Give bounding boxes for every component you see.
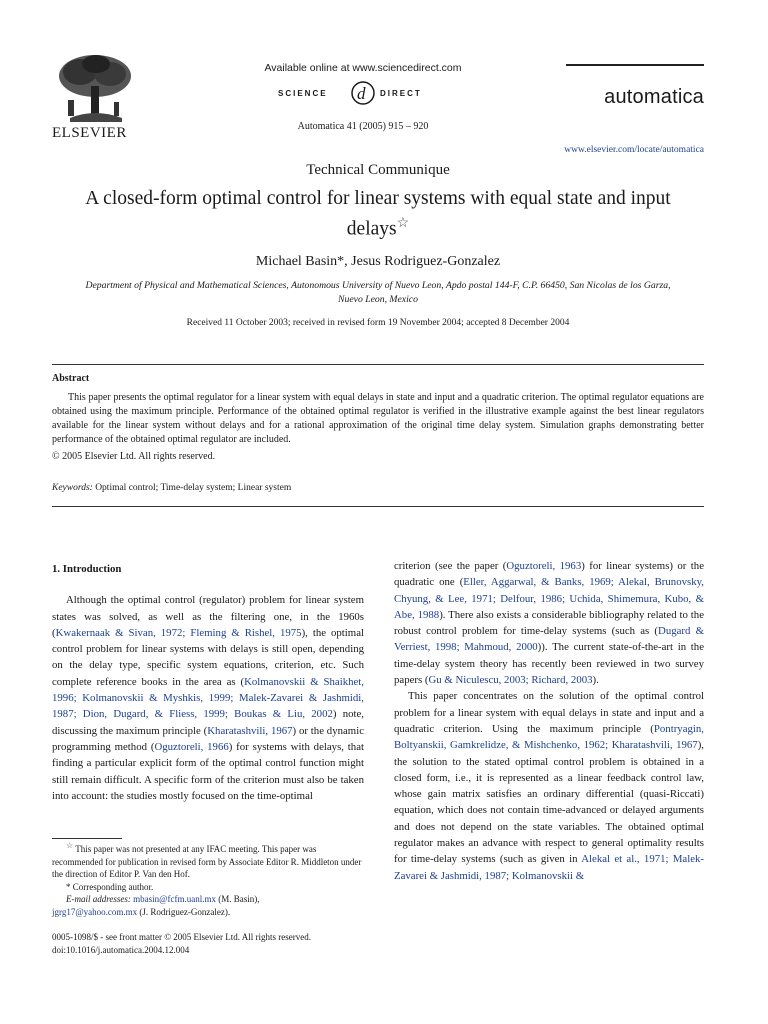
citation-link[interactable]: Gu & Niculescu, 2003; Richard, 2003: [428, 674, 593, 687]
sd-right-text: DIRECT: [380, 89, 422, 98]
footnote-emails-cont: [52, 906, 364, 919]
email-owner: (M. Basin),: [218, 894, 260, 904]
keywords-label: Keywords:: [52, 483, 93, 493]
doi-line[interactable]: doi:10.1016/j.automatica.2004.12.004: [52, 945, 190, 955]
footnote-text: This paper was not presented at any IFAC meeting. This paper was recommended for publication in revised form by Associate Editor R. Middleton under the direction of Editor P. Van den Hof.: [52, 844, 362, 879]
footnotes: [52, 840, 364, 918]
citation-link[interactable]: Pontryagin, Boltyanskii, Gamkrelidze, & Mishchenko, 1962; Kharatashvili, 1967: [394, 722, 704, 752]
elsevier-logo: [52, 52, 138, 142]
citation-link[interactable]: Oguztoreli, 1963: [506, 560, 582, 572]
email-link-rodriguez[interactable]: jgrg17@yahoo.com.mx: [52, 906, 138, 917]
footnote-corresponding: * Corresponding author.: [66, 881, 154, 892]
sd-left-text: SCIENCE: [278, 89, 328, 98]
body-text: ) for systems with delays, that finding a particular explicit form of the optimal control function might still remain difficult. A specific form of the criterion must also be taken into account: the studies mostly focused on the time-optimal: [52, 740, 364, 802]
citation-link[interactable]: Eller, Aggarwal, & Banks, 1969; Alekal, Brunovsky, Chyung, & Lee, 1971; Delfour, 1986; Uchida, Shimemura, Kubo, & Abe, 1988: [394, 576, 704, 621]
body-text: ) for linear systems) or the quadratic one (: [394, 560, 704, 589]
sciencedirect-logo: [278, 80, 448, 106]
footnote-star: [52, 840, 364, 881]
abstract-copyright: © 2005 Elsevier Ltd. All rights reserved.: [52, 451, 216, 462]
title-footnote-star-icon[interactable]: ☆: [396, 216, 410, 231]
right-column: [394, 558, 704, 884]
paper-title: [52, 186, 704, 242]
available-online[interactable]: Available online at www.sciencedirect.com: [264, 62, 462, 74]
affiliation-line-2: Nuevo Leon, Mexico: [338, 294, 418, 305]
citation-link[interactable]: Alekal et al., 1971; Malek-Zavarei & Jashmidi, 1987; Kolmanovskii &: [394, 853, 704, 882]
citation-link[interactable]: Kharatashvili, 1967: [207, 724, 293, 737]
citation-link[interactable]: Kwakernaak & Sivan, 1972; Fleming & Rishel, 1975: [55, 626, 302, 639]
journal-reference: Automatica 41 (2005) 915 – 920: [297, 121, 429, 132]
paper-title-text: A closed-form optimal control for linear systems with equal state and input delays: [85, 188, 671, 240]
body-text: ) or the dynamic programming method (: [52, 724, 364, 753]
issn-info: [52, 931, 364, 957]
abstract-heading: Abstract: [52, 373, 90, 384]
body-text: This paper concentrates on the solution of the optimal control problem for a linear system with equal delays in state and input and a quadratic criterion. Using the maximum principle (: [394, 690, 704, 735]
body-text: ). There also exists a considerable bibliography related to the robust control problem for time-delay systems (such as (: [394, 608, 704, 638]
citation-link[interactable]: Oguztoreli, 1966: [154, 740, 229, 753]
paragraph: [394, 558, 704, 688]
email-link-basin[interactable]: mbasin@fcfm.uanl.mx: [133, 894, 216, 904]
section-heading-introduction: 1. Introduction: [52, 563, 122, 575]
abstract-text: This paper presents the optimal regulator for a linear system with equal delays in state and input and a quadratic criterion. The optimal regulator equations are obtained using the maximum principle. Performance of the obtained optimal regulator is verified in the illustrative example against the best linear regulators available for the linear system without delays and for a rational approximation of the original time delay system. Simulation graphs demonstrating better performance of the obtained optimal regulator are included.: [52, 392, 704, 445]
header-rule: [566, 64, 704, 66]
authors: Michael Basin*, Jesus Rodriguez-Gonzalez: [255, 254, 501, 269]
received-dates: Received 11 October 2003; received in revised form 19 November 2004; accepted 8 December 2004: [186, 318, 570, 328]
abstract-body: [52, 391, 704, 447]
svg-text:d: d: [357, 84, 366, 103]
body-text: ), the solution to the stated optimal control problem is obtained in a closed form, i.e., it is represented as a linear feedback control law, whose gain matrix satisfies an ordinary differential (quasi-Riccati) equation, which does not contain time-advanced or delayed arguments and does not depend on the state variables. The obtained optimal regulator makes an advance with respect to general optimality results for time-delay systems (such as given in: [394, 739, 704, 866]
abstract-top-rule: [52, 364, 704, 365]
citation-link[interactable]: Kolmanovskii & Shaikhet, 1996; Kolmanovskii & Myshkis, 1999; Malek-Zavarei & Jashmidi, 1987; Dion, Dugard, & Fliess, 1999; Boukas & Liu, 2002: [52, 675, 364, 721]
sciencedirect-logo-icon: [278, 80, 448, 106]
body-text: ).: [592, 674, 599, 687]
tree-logo-icon: [52, 52, 138, 124]
paragraph: [52, 592, 364, 804]
footnote-rule: [52, 838, 122, 839]
journal-brand: automatica: [604, 86, 704, 108]
left-column: [52, 561, 364, 804]
journal-url-link[interactable]: www.elsevier.com/locate/automatica: [564, 145, 704, 155]
abstract-bottom-rule: [52, 506, 704, 507]
affiliation-line-1: Department of Physical and Mathematical Sciences, Autonomous University of Nuevo Leon, Apdo postal 144-F, C.P. 66450, San Nicolas de los Garza,: [85, 280, 671, 291]
email-label: E-mail addresses:: [66, 894, 131, 904]
body-text: )). The current state-of-the-art in the time-delay system theory has recently been reviewed in two survey papers (: [394, 641, 704, 687]
footnote-star-icon: ☆: [66, 841, 74, 850]
keywords: [52, 483, 291, 493]
footnote-emails: [52, 893, 364, 906]
affiliation: [52, 279, 704, 307]
body-text: criterion (see the paper (: [394, 560, 507, 572]
issn-line: 0005-1098/$ - see front matter © 2005 Elsevier Ltd. All rights reserved.: [52, 932, 312, 942]
body-text: ), the optimal control problem for linear systems with delays is still open, depending on the delay type, specific system equations, criterion, etc. Such complete reference books in the area as (: [52, 626, 364, 688]
section-type: Technical Communique: [306, 162, 450, 178]
publisher-name: ELSEVIER: [52, 125, 127, 141]
body-text: ) note, discussing the maximum principle (: [52, 708, 364, 737]
body-text: Although the optimal control (regulator) problem for linear system states was solved, as well as the filtering one, in the 1960s (: [52, 594, 364, 639]
email-owner: (J. Rodriguez-Gonzalez).: [139, 906, 231, 917]
citation-link[interactable]: Dugard & Verriest, 1998; Mahmoud, 2000: [394, 625, 705, 654]
paragraph: [394, 688, 704, 884]
keywords-list: Optimal control; Time-delay system; Linear system: [95, 483, 292, 493]
